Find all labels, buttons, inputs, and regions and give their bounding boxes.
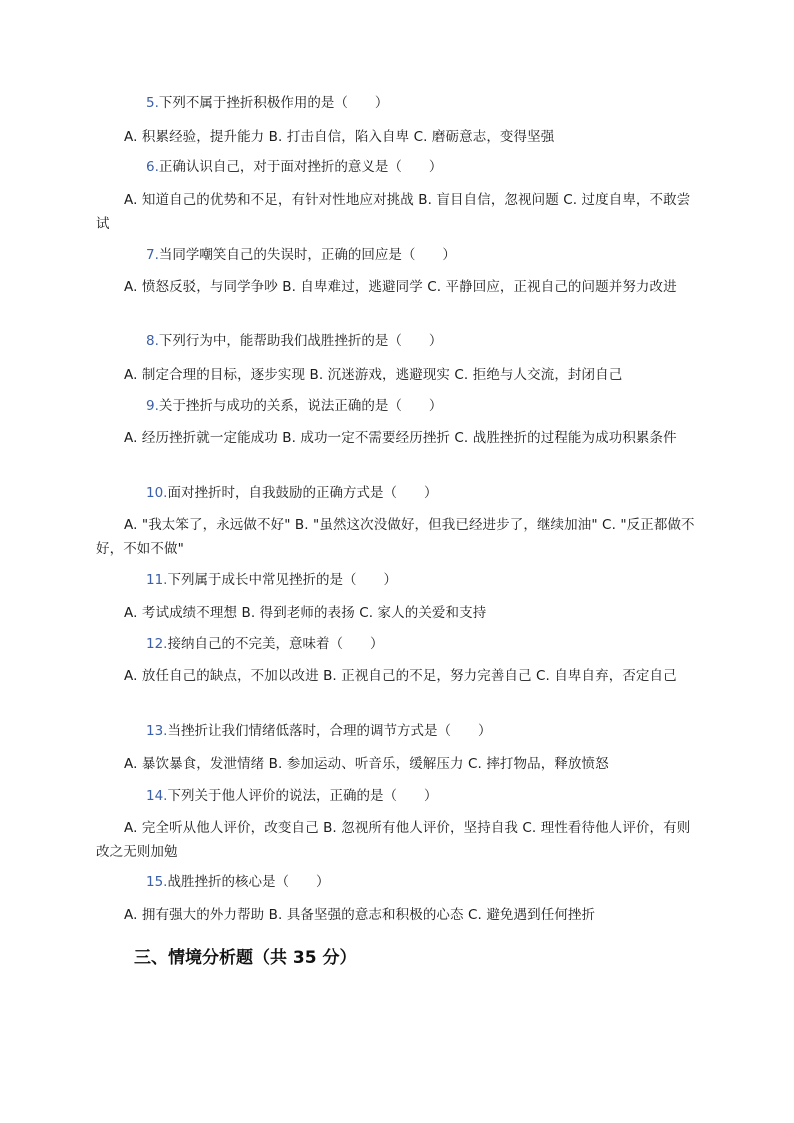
question-text: 下列行为中，能帮助我们战胜挫折的是（ ） <box>158 333 443 349</box>
question-5-options: A. 积累经验，提升能力 B. 打击自信，陷入自卑 C. 磨砺意志，变得坚强 <box>124 129 555 145</box>
question-text: 下列关于他人评价的说法，正确的是（ ） <box>167 788 438 804</box>
section-title: 三、情境分析题（共 35 分） <box>134 948 357 968</box>
question-text: 下列不属于挫折积极作用的是（ ） <box>158 95 389 111</box>
question-12-options: A. 放任自己的缺点，不加以改进 B. 正视自己的不足，努力完善自己 C. 自卑自弃，否定自己 <box>124 668 677 684</box>
question-text: 战胜挫折的核心是（ ） <box>167 874 330 890</box>
question-6 <box>146 157 442 177</box>
question-text: 关于挫折与成功的关系，说法正确的是（ ） <box>158 398 443 414</box>
question-7-options: A. 愤怒反驳，与同学争吵 B. 自卑难过，逃避同学 C. 平静回应，正视自己的问题并努力改进 <box>124 279 677 295</box>
question-11 <box>146 570 397 590</box>
question-text: 当同学嘲笑自己的失误时，正确的回应是（ ） <box>158 247 456 263</box>
question-8-options: A. 制定合理的目标，逐步实现 B. 沉迷游戏，逃避现实 C. 拒绝与人交流，封闭自己 <box>124 367 623 383</box>
question-15 <box>146 872 329 892</box>
question-14-options: A. 完全听从他人评价，改变自己 B. 忽视所有他人评价，坚持自我 C. 理性看待他人评价，有则改之无则加勉 <box>96 820 691 860</box>
question-10 <box>146 483 437 503</box>
question-text: 当挫折让我们情绪低落时，合理的调节方式是（ ） <box>167 723 492 739</box>
question-number: 6. <box>146 159 159 175</box>
question-12 <box>146 634 383 654</box>
question-number: 12. <box>146 636 168 652</box>
question-number: 10. <box>146 485 168 501</box>
question-5 <box>146 93 388 113</box>
question-13-options: A. 暴饮暴食，发泄情绪 B. 参加运动、听音乐，缓解压力 C. 摔打物品，释放愤怒 <box>124 756 609 772</box>
question-number: 7. <box>146 247 159 263</box>
question-text: 下列属于成长中常见挫折的是（ ） <box>167 572 397 588</box>
question-text: 正确认识自己，对于面对挫折的意义是（ ） <box>158 159 443 175</box>
question-text: 面对挫折时，自我鼓励的正确方式是（ ） <box>167 485 438 501</box>
question-15-options: A. 拥有强大的外力帮助 B. 具备坚强的意志和积极的心态 C. 避免遇到任何挫折 <box>124 907 596 923</box>
question-number: 8. <box>146 333 159 349</box>
question-number: 15. <box>146 874 168 890</box>
question-11-options: A. 考试成绩不理想 B. 得到老师的表扬 C. 家人的关爱和支持 <box>124 605 487 621</box>
question-9 <box>146 396 442 416</box>
question-number: 5. <box>146 95 159 111</box>
question-number: 14. <box>146 788 168 804</box>
question-8 <box>146 331 442 351</box>
question-6-options: A. 知道自己的优势和不足，有针对性地应对挑战 B. 盲目自信，忽视问题 C. 过度自卑，不敢尝试 <box>96 192 691 232</box>
question-number: 13. <box>146 723 168 739</box>
question-7 <box>146 245 456 265</box>
question-13 <box>146 721 491 741</box>
question-number: 11. <box>146 572 168 588</box>
question-14 <box>146 786 437 806</box>
question-10-options: A. "我太笨了，永远做不好" B. "虽然这次没做好，但我已经进步了，继续加油" C. "反正都做不好，不如不做" <box>96 517 695 557</box>
question-9-options: A. 经历挫折就一定能成功 B. 成功一定不需要经历挫折 C. 战胜挫折的过程能为成功积累条件 <box>124 430 677 446</box>
question-text: 接纳自己的不完美，意味着（ ） <box>167 636 384 652</box>
question-number: 9. <box>146 398 159 414</box>
